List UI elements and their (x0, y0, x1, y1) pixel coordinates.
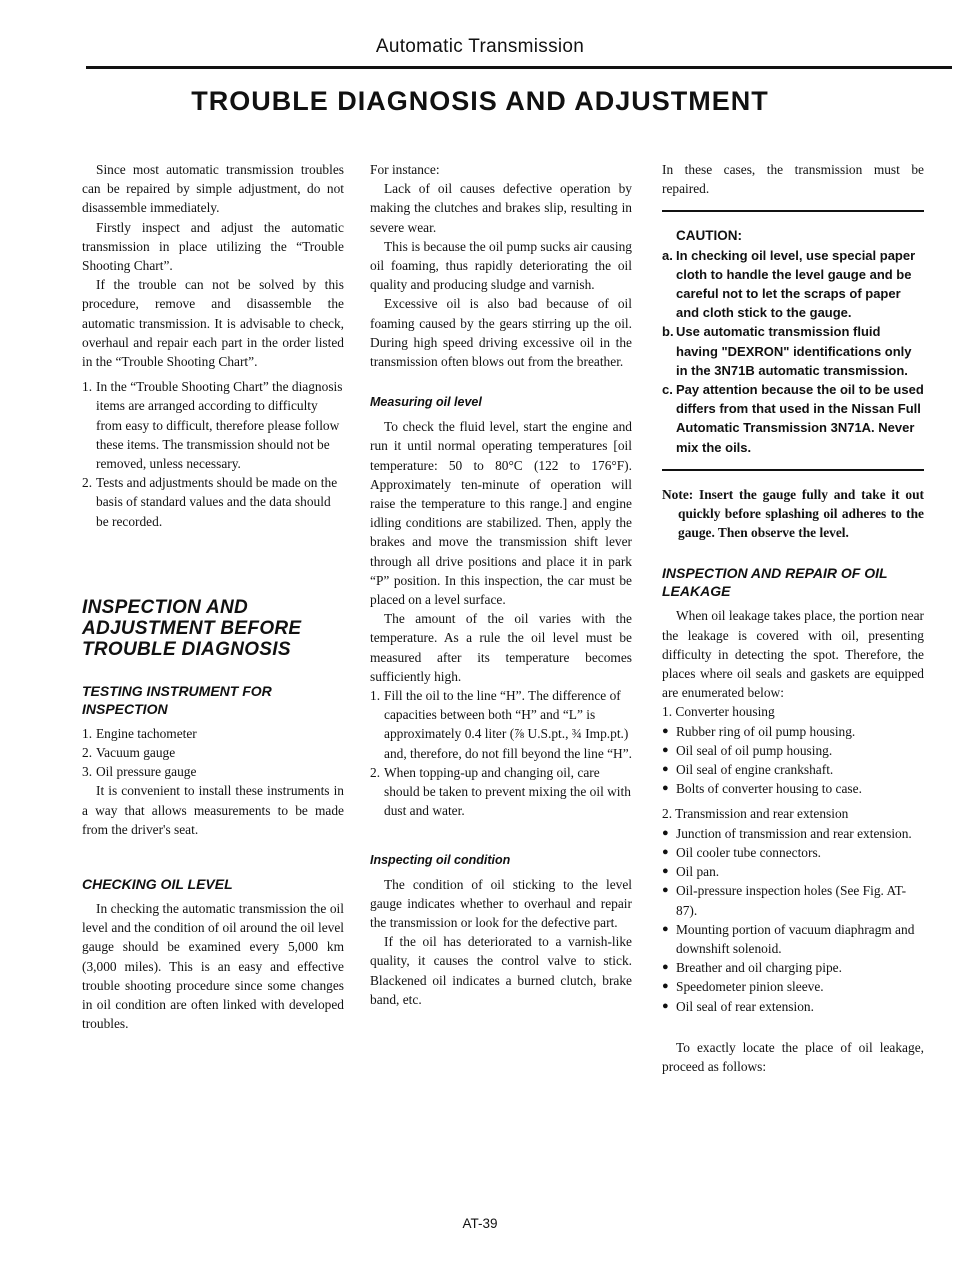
list-item: ● Mounting portion of vacuum diaphragm and downshift solenoid. (662, 921, 915, 956)
group-title: 1. Converter housing (662, 704, 775, 720)
list-item: ● Speedometer pinion sleeve. (662, 979, 824, 995)
section-heading: INSPECTION AND ADJUSTMENT BEFORE TROUBLE DIAGNOSIS (82, 596, 302, 660)
instance-paragraph: Excessive oil is also bad because of oil foaming caused by the gears stirring up the oil. During high speed driving excessive oil in the transmission often blows out from the breather. (370, 296, 632, 370)
list-item: ● Rubber ring of oil pump housing. (662, 723, 856, 739)
leakage-list (662, 722, 924, 799)
inspecting-heading: Inspecting oil condition (370, 852, 511, 867)
page-number: AT-39 (462, 1216, 498, 1231)
intro-list (82, 377, 344, 531)
page-title: TROUBLE DIAGNOSIS AND ADJUSTMENT (191, 86, 769, 116)
measuring-paragraph: The amount of the oil varies with the temperature. As a rule the oil level must be measured after its temperature becomes sufficiently high. (370, 611, 632, 684)
leakage-heading: INSPECTION AND REPAIR OF OIL LEAKAGE (662, 565, 888, 600)
intro-paragraph: Firstly inspect and adjust the automatic transmission in place utilizing the “Trouble Shooting Chart”. (82, 219, 344, 274)
list-item: ● Oil seal of oil pump housing. (662, 742, 833, 758)
header-rule (86, 66, 952, 69)
running-header: Automatic Transmission (375, 36, 585, 57)
caution-item: b. Use automatic transmission fluid having "DEXRON" identifications only in the 3N71B automatic transmission. (662, 324, 912, 378)
measuring-paragraph: To check the fluid level, start the engine and run it until normal operating temperatures [oil temperature: 50 to 80°C (122 to 176°F). Approximately ten-minute of operation will raise the temperature to this range.] and engine idling conditions are stabilized. Then, apply the brakes and move the transmission shift lever through all drive positions and place it in park “P” position. In this inspection, the car must be placed on a level surface. (370, 419, 632, 608)
left-column (82, 160, 344, 1034)
testing-heading: TESTING INSTRUMENT FOR INSPECTION (82, 682, 272, 717)
inspecting-paragraph: The condition of oil sticking to the level gauge indicates whether to overhaul and repair the transmission or look for the defective part. (370, 876, 632, 930)
list-item: 3. Oil pressure gauge (82, 764, 197, 780)
list-item: ● Oil pan. (662, 864, 720, 880)
list-item: 2. Vacuum gauge (82, 745, 176, 761)
testing-list (82, 724, 344, 782)
group-title: 2. Transmission and rear extension (662, 806, 849, 822)
caution-heading: CAUTION: (676, 228, 742, 244)
caution-item: c. Pay attention because the oil to be used differs from that used in the Nissan Full Automatic Transmission 3N71A. Never mix the oils. (662, 382, 924, 455)
list-item: ● Breather and oil charging pipe. (662, 960, 842, 976)
list-item: ● Oil-pressure inspection holes (See Fig. AT-87). (662, 883, 907, 918)
list-item: 1. In the “Trouble Shooting Chart” the diagnosis items are arranged according to difficulty from easy to difficult, therefore please follow these items. The transmission should not be removed, unless necessary. (82, 379, 343, 472)
caution-list (662, 246, 924, 457)
right-column (662, 160, 924, 1076)
instance-lead: For instance: (370, 162, 440, 177)
list-item: 1. Engine tachometer (82, 725, 197, 741)
leakage-paragraph: When oil leakage takes place, the portion near the leakage is covered with oil, presenting difficulty in detecting the spot. Therefore, the places where oil seals and gaskets are equipped are enumerated below: (662, 608, 924, 701)
checking-paragraph: In checking the automatic transmission the oil level and the condition of oil around the oil level gauge should be examined every 5,000 km (3,000 miles). This is an easy and effective trouble shooting procedure since some changes in oil condition are often linked with developed troubles. (82, 901, 344, 1032)
intro-paragraph: Since most automatic transmission troubles can be repaired by simple adjustment, do not disassemble immediately. (82, 162, 344, 216)
instance-paragraph: This is because the oil pump sucks air causing oil foaming, thus rapidly deteriorating the oil quality and producing sludge and varnish. (370, 238, 632, 293)
intro-paragraph: If the trouble can not be solved by this procedure, remove and disassemble the automatic transmission. It is advisable to check, overhaul and repair each part in the order listed in the “Trouble Shooting Chart”. (82, 277, 344, 370)
inspecting-paragraph: If the oil has deteriorated to a varnish-like quality, it causes the control valve to stick. Blackened oil indicates a burned clutch, brake band, etc. (370, 934, 632, 1007)
divider (662, 469, 924, 471)
list-item: ● Junction of transmission and rear extension. (662, 825, 912, 841)
list-item: 2. Tests and adjustments should be made on the basis of standard values and the data should be recorded. (82, 475, 338, 529)
list-item: 1. Fill the oil to the line “H”. The difference of capacities between both “H” and “L” is approximately 0.4 liter (⅞ U.S.pt., ¾ Imp.pt.) and, therefore, do not fill beyond the line “H”. (370, 688, 633, 761)
list-item: 2. When topping-up and changing oil, care should be taken to prevent mixing the oil with dust and water. (370, 764, 631, 819)
leakage-list (662, 824, 924, 1016)
note-paragraph: Note: Insert the gauge fully and take it out quickly before splashing oil adheres to the gauge. Then observe the level. (662, 486, 924, 541)
list-item: ● Oil seal of engine crankshaft. (662, 762, 834, 778)
list-item: ● Oil cooler tube connectors. (662, 844, 822, 860)
divider (662, 210, 924, 212)
instance-paragraph: Lack of oil causes defective operation by making the clutches and brakes slip, resulting in severe wear. (370, 181, 632, 235)
measuring-list (370, 686, 632, 820)
list-item: ● Bolts of converter housing to case. (662, 781, 862, 797)
measuring-heading: Measuring oil level (370, 395, 482, 410)
middle-column (370, 160, 632, 1009)
list-item: ● Oil seal of rear extension. (662, 998, 814, 1014)
caution-item: a. In checking oil level, use special paper cloth to handle the level gauge and be careful not to let the scraps of paper and cloth stick to the gauge. (662, 247, 916, 321)
locate-paragraph: To exactly locate the place of oil leakage, proceed as follows: (662, 1039, 924, 1074)
testing-paragraph: It is convenient to install these instruments in a way that allows measurements to be made from the driver's seat. (82, 783, 344, 837)
checking-heading: CHECKING OIL LEVEL (82, 876, 233, 893)
cases-paragraph: In these cases, the transmission must be repaired. (662, 162, 924, 197)
